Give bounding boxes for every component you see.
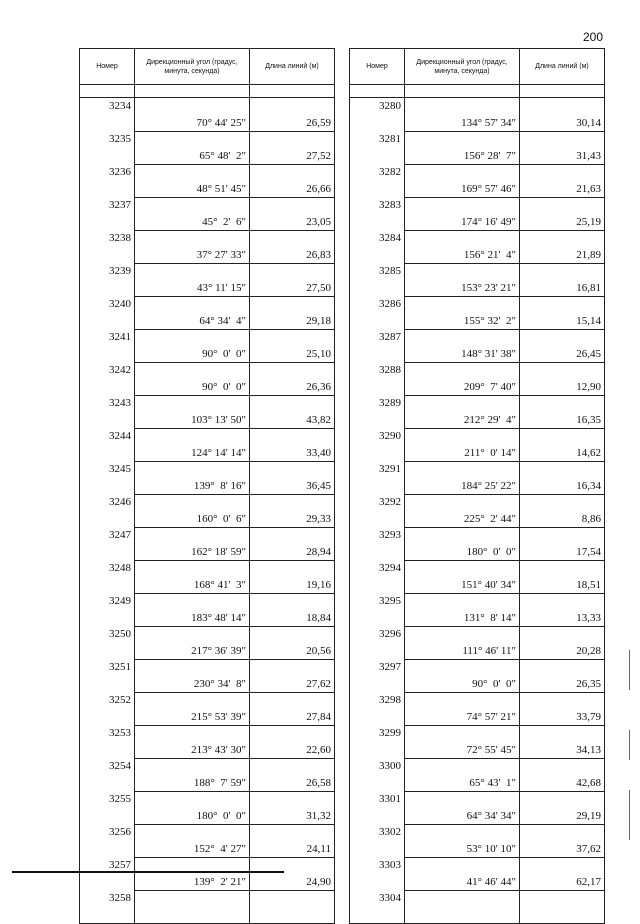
table-row (350, 263, 605, 296)
direction-angle: 124° 14' 14" (135, 428, 250, 461)
line-length: 24,11 (250, 824, 335, 857)
table-row (80, 131, 335, 164)
direction-angle: 53° 10' 10" (405, 824, 520, 857)
table-row (80, 296, 335, 329)
direction-angle: 209° 7' 40" (405, 362, 520, 395)
line-length: 26,58 (250, 758, 335, 791)
line-length: 21,63 (520, 164, 605, 197)
header-angle: Дирекционный угол (градус, минута, секунда) (135, 49, 250, 85)
header-angle: Дирекционный угол (градус, минута, секунда) (405, 49, 520, 85)
table-row (80, 593, 335, 626)
point-number: 3235 (80, 131, 135, 164)
table-row (80, 428, 335, 461)
direction-angle: 188° 7' 59" (135, 758, 250, 791)
table-row (80, 527, 335, 560)
line-length: 25,19 (520, 197, 605, 230)
table-row (350, 824, 605, 857)
direction-angle: 152° 4' 27" (135, 824, 250, 857)
point-number: 3286 (350, 296, 405, 329)
direction-angle: 156° 21' 4" (405, 230, 520, 263)
point-number: 3243 (80, 395, 135, 428)
point-number: 3292 (350, 494, 405, 527)
line-length: 26,66 (250, 164, 335, 197)
table-row (350, 461, 605, 494)
table-row (350, 890, 605, 924)
line-length: 27,50 (250, 263, 335, 296)
direction-angle: 153° 23' 21" (405, 263, 520, 296)
direction-angle: 64° 34' 4" (135, 296, 250, 329)
point-number: 3257 (80, 857, 135, 890)
point-number: 3246 (80, 494, 135, 527)
direction-angle: 183° 48' 14" (135, 593, 250, 626)
coordinates-table-left (79, 48, 335, 924)
point-number: 3239 (80, 263, 135, 296)
point-number: 3244 (80, 428, 135, 461)
header-length: Длина линий (м) (520, 49, 605, 85)
table-row (350, 758, 605, 791)
point-number: 3250 (80, 626, 135, 659)
line-length: 16,34 (520, 461, 605, 494)
table-row (350, 692, 605, 725)
table-row (350, 131, 605, 164)
table-row (80, 329, 335, 362)
table-row (80, 263, 335, 296)
direction-angle: 65° 43' 1" (405, 758, 520, 791)
line-length: 26,45 (520, 329, 605, 362)
point-number: 3298 (350, 692, 405, 725)
direction-angle: 148° 31' 38" (405, 329, 520, 362)
line-length: 31,43 (520, 131, 605, 164)
direction-angle: 160° 0' 6" (135, 494, 250, 527)
table-row (350, 593, 605, 626)
table-row (80, 230, 335, 263)
table-spacer-row (80, 85, 335, 98)
direction-angle: 168° 41' 3" (135, 560, 250, 593)
point-number: 3251 (80, 659, 135, 692)
line-length: 27,84 (250, 692, 335, 725)
table-row (350, 164, 605, 197)
line-length: 17,54 (520, 527, 605, 560)
table-row (80, 164, 335, 197)
direction-angle: 139° 2' 21" (135, 857, 250, 890)
point-number: 3293 (350, 527, 405, 560)
line-length: 18,51 (520, 560, 605, 593)
direction-angle: 151° 40' 34" (405, 560, 520, 593)
table-row (350, 362, 605, 395)
header-number: Номер (80, 49, 135, 85)
table-row (350, 197, 605, 230)
line-length: 27,62 (250, 659, 335, 692)
table-row (80, 857, 335, 890)
line-length: 42,68 (520, 758, 605, 791)
direction-angle: 111° 46' 11" (405, 626, 520, 659)
table-row (350, 98, 605, 132)
direction-angle: 225° 2' 44" (405, 494, 520, 527)
table-row (350, 428, 605, 461)
table-row (350, 560, 605, 593)
margin-mark (629, 650, 630, 690)
table-header-row (350, 49, 605, 85)
direction-angle: 174° 16' 49" (405, 197, 520, 230)
point-number: 3303 (350, 857, 405, 890)
point-number: 3301 (350, 791, 405, 824)
point-number: 3300 (350, 758, 405, 791)
direction-angle: 212° 29' 4" (405, 395, 520, 428)
header-length: Длина линий (м) (250, 49, 335, 85)
table-row (80, 791, 335, 824)
line-length: 29,18 (250, 296, 335, 329)
point-number: 3241 (80, 329, 135, 362)
direction-angle: 155° 32' 2" (405, 296, 520, 329)
point-number: 3296 (350, 626, 405, 659)
line-length: 18,84 (250, 593, 335, 626)
table-row (350, 626, 605, 659)
line-length: 33,40 (250, 428, 335, 461)
table-row (350, 395, 605, 428)
line-length: 29,33 (250, 494, 335, 527)
point-number: 3288 (350, 362, 405, 395)
coordinates-table-right (349, 48, 605, 924)
direction-angle: 230° 34' 8" (135, 659, 250, 692)
direction-angle: 41° 46' 44" (405, 857, 520, 890)
line-length: 27,52 (250, 131, 335, 164)
table-row (350, 527, 605, 560)
margin-mark (629, 790, 630, 840)
point-number: 3291 (350, 461, 405, 494)
table-row (80, 395, 335, 428)
line-length: 31,32 (250, 791, 335, 824)
table-row (80, 659, 335, 692)
table-row (80, 461, 335, 494)
direction-angle: 48° 51' 45" (135, 164, 250, 197)
point-number: 3240 (80, 296, 135, 329)
point-number: 3258 (80, 890, 135, 924)
line-length: 16,81 (520, 263, 605, 296)
point-number: 3304 (350, 890, 405, 924)
direction-angle: 43° 11' 15" (135, 263, 250, 296)
table-row (80, 758, 335, 791)
direction-angle: 72° 55' 45" (405, 725, 520, 758)
line-length: 26,83 (250, 230, 335, 263)
direction-angle: 215° 53' 39" (135, 692, 250, 725)
direction-angle: 134° 57' 34" (405, 98, 520, 132)
point-number: 3236 (80, 164, 135, 197)
line-length: 33,79 (520, 692, 605, 725)
point-number: 3299 (350, 725, 405, 758)
table-header-row (80, 49, 335, 85)
point-number: 3283 (350, 197, 405, 230)
header-number: Номер (350, 49, 405, 85)
table-row (80, 725, 335, 758)
line-length: 24,90 (250, 857, 335, 890)
table-row (80, 626, 335, 659)
line-length: 20,56 (250, 626, 335, 659)
line-length: 26,59 (250, 98, 335, 132)
line-length: 15,14 (520, 296, 605, 329)
point-number: 3282 (350, 164, 405, 197)
table-row (80, 560, 335, 593)
point-number: 3237 (80, 197, 135, 230)
direction-angle: 103° 13' 50" (135, 395, 250, 428)
point-number: 3254 (80, 758, 135, 791)
direction-angle: 184° 25' 22" (405, 461, 520, 494)
empty-cell (520, 890, 605, 924)
point-number: 3245 (80, 461, 135, 494)
line-length: 34,13 (520, 725, 605, 758)
direction-angle: 213° 43' 30" (135, 725, 250, 758)
table-spacer-row (350, 85, 605, 98)
table-row (80, 197, 335, 230)
direction-angle: 217° 36' 39" (135, 626, 250, 659)
table-row (80, 98, 335, 132)
table-row (350, 494, 605, 527)
direction-angle: 90° 0' 0" (135, 329, 250, 362)
point-number: 3242 (80, 362, 135, 395)
point-number: 3234 (80, 98, 135, 132)
line-length: 23,05 (250, 197, 335, 230)
point-number: 3252 (80, 692, 135, 725)
point-number: 3290 (350, 428, 405, 461)
direction-angle: 131° 8' 14" (405, 593, 520, 626)
direction-angle: 64° 34' 34" (405, 791, 520, 824)
direction-angle: 70° 44' 25" (135, 98, 250, 132)
direction-angle: 180° 0' 0" (135, 791, 250, 824)
direction-angle: 74° 57' 21" (405, 692, 520, 725)
line-length: 26,36 (250, 362, 335, 395)
direction-angle: 90° 0' 0" (135, 362, 250, 395)
page-number: 200 (582, 30, 603, 44)
empty-cell (405, 890, 520, 924)
point-number: 3294 (350, 560, 405, 593)
direction-angle: 139° 8' 16" (135, 461, 250, 494)
line-length: 12,90 (520, 362, 605, 395)
table-row (350, 725, 605, 758)
direction-angle: 162° 18' 59" (135, 527, 250, 560)
direction-angle: 169° 57' 46" (405, 164, 520, 197)
line-length: 16,35 (520, 395, 605, 428)
point-number: 3249 (80, 593, 135, 626)
point-number: 3281 (350, 131, 405, 164)
point-number: 3295 (350, 593, 405, 626)
line-length: 13,33 (520, 593, 605, 626)
line-length: 36,45 (250, 461, 335, 494)
line-length: 37,62 (520, 824, 605, 857)
direction-angle: 65° 48' 2" (135, 131, 250, 164)
point-number: 3247 (80, 527, 135, 560)
footer-rule (12, 871, 284, 873)
point-number: 3297 (350, 659, 405, 692)
point-number: 3253 (80, 725, 135, 758)
table-row (80, 494, 335, 527)
direction-angle: 180° 0' 0" (405, 527, 520, 560)
point-number: 3238 (80, 230, 135, 263)
line-length: 19,16 (250, 560, 335, 593)
line-length: 8,86 (520, 494, 605, 527)
line-length: 14,62 (520, 428, 605, 461)
margin-mark (629, 730, 630, 760)
direction-angle: 156° 28' 7" (405, 131, 520, 164)
table-row (80, 692, 335, 725)
table-row (80, 890, 335, 924)
line-length: 26,35 (520, 659, 605, 692)
table-row (80, 824, 335, 857)
point-number: 3289 (350, 395, 405, 428)
table-row (350, 857, 605, 890)
line-length: 29,19 (520, 791, 605, 824)
line-length: 43,82 (250, 395, 335, 428)
line-length: 21,89 (520, 230, 605, 263)
table-row (350, 296, 605, 329)
empty-cell (250, 890, 335, 924)
line-length: 62,17 (520, 857, 605, 890)
line-length: 22,60 (250, 725, 335, 758)
line-length: 25,10 (250, 329, 335, 362)
point-number: 3248 (80, 560, 135, 593)
line-length: 30,14 (520, 98, 605, 132)
point-number: 3302 (350, 824, 405, 857)
direction-angle: 211° 0' 14" (405, 428, 520, 461)
point-number: 3287 (350, 329, 405, 362)
table-row (350, 329, 605, 362)
table-row (350, 791, 605, 824)
line-length: 28,94 (250, 527, 335, 560)
point-number: 3255 (80, 791, 135, 824)
point-number: 3280 (350, 98, 405, 132)
direction-angle: 45° 2' 6" (135, 197, 250, 230)
point-number: 3284 (350, 230, 405, 263)
line-length: 20,28 (520, 626, 605, 659)
direction-angle: 90° 0' 0" (405, 659, 520, 692)
table-row (350, 659, 605, 692)
point-number: 3256 (80, 824, 135, 857)
direction-angle: 37° 27' 33" (135, 230, 250, 263)
empty-cell (135, 890, 250, 924)
table-row (80, 362, 335, 395)
point-number: 3285 (350, 263, 405, 296)
table-row (350, 230, 605, 263)
